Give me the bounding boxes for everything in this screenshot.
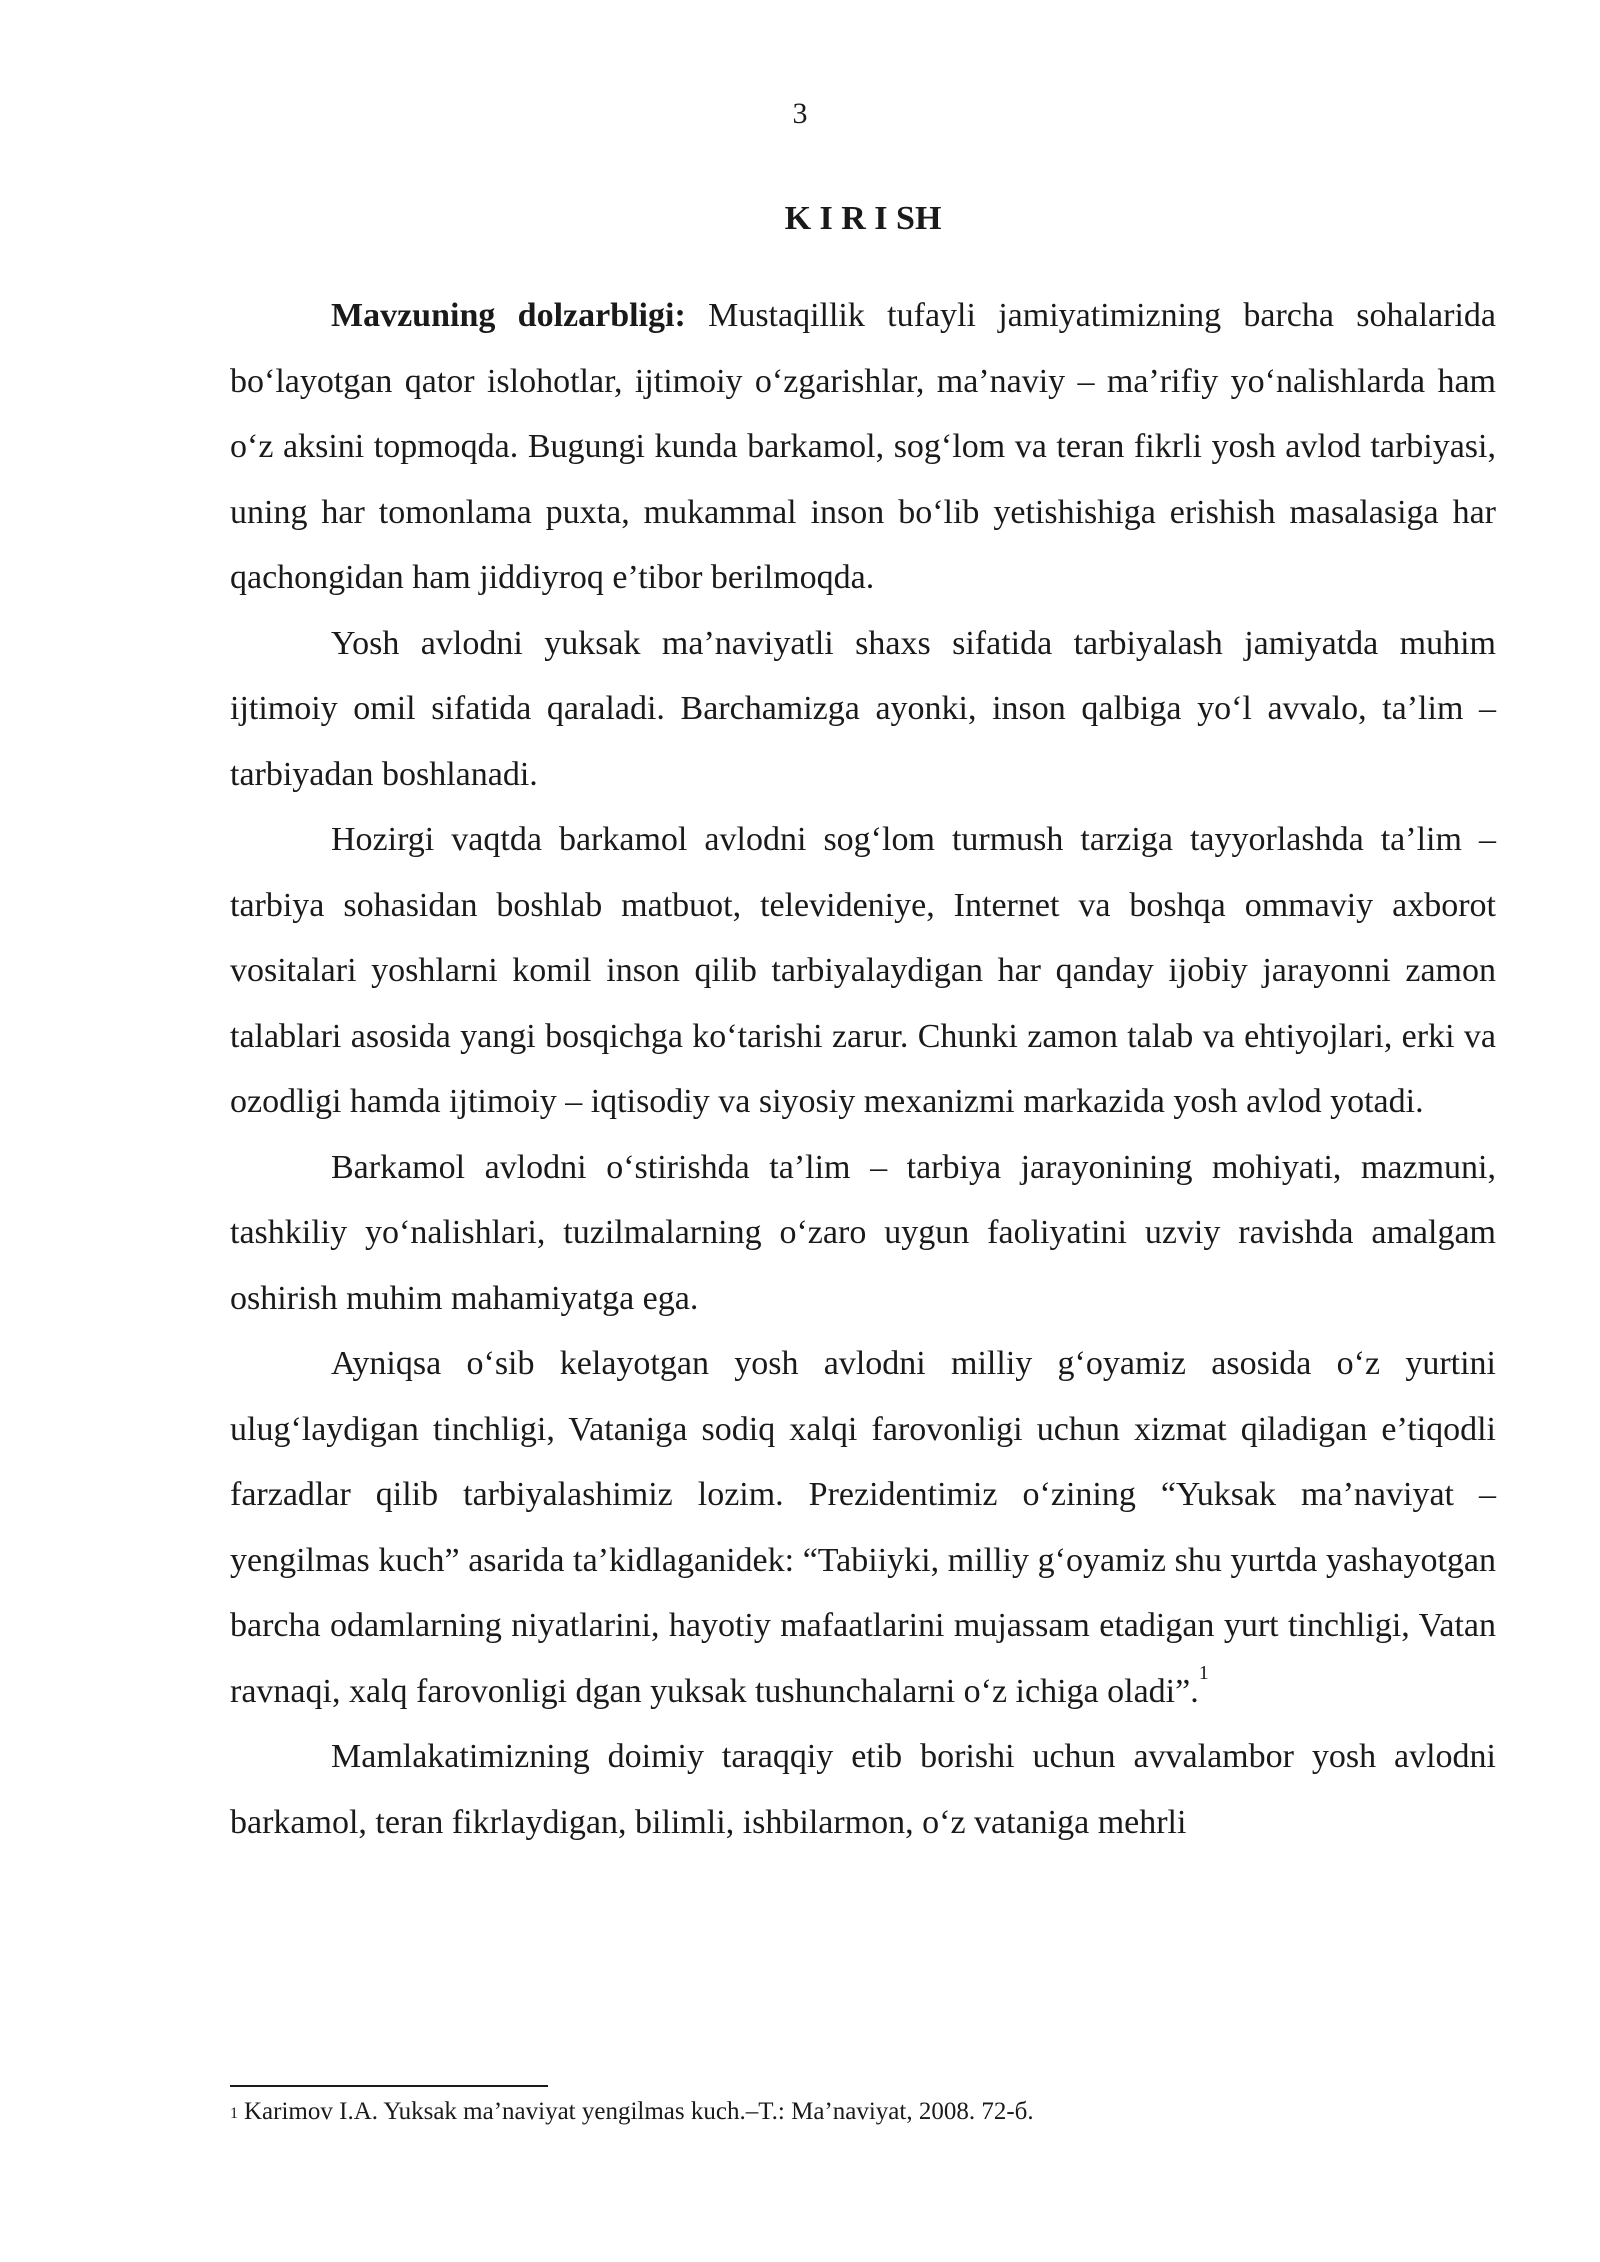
section-heading: K I R I SH <box>784 200 942 237</box>
paragraph: Yosh avlodni yuksak ma’naviyatli shaxs sifatida tarbiyalash jamiyatda muhim ijtimoiy omil sifatida qaraladi. Barchamizga ayonki, inson qalbiga yo‘l avvalo, ta’lim – tarbiyadan boshlanadi. <box>230 624 1496 793</box>
paragraph-relevance <box>230 283 1496 611</box>
paragraph-lead: Mavzuning dolzarbligi: <box>331 297 686 334</box>
footnote-reference[interactable]: 1 <box>1198 1661 1209 1684</box>
paragraph-with-quote <box>230 1331 1496 1724</box>
footnote-number: 1 <box>230 2105 238 2122</box>
paragraph-text: Mustaqillik tufayli jamiyatimizning barcha sohalarida bo‘layotgan qator islohotlar, ijtimoiy o‘zgarishlar, ma’naviy – ma’rifiy yo‘nalishlarda ham o‘z aksini topmoqda. Bugungi kunda barkamol, sog‘lom va teran fikrli yosh avlod tarbiyasi, uning har tomonlama puxta, mukammal inson bo‘lib yetishishiga erishish masalasiga har qachongidan ham jiddiyroq e’tibor berilmoqda. <box>230 297 1496 596</box>
footnote-divider <box>230 2085 548 2087</box>
footnote-text: Karimov I.A. Yuksak ma’naviyat yengilmas kuch.–T.: Ma’naviyat, 2008. 72-б. <box>244 2098 1034 2125</box>
footnote <box>230 2094 1496 2130</box>
page-number: 3 <box>792 97 808 130</box>
paragraph: Barkamol avlodni o‘stirishda ta’lim – tarbiya jarayonining mohiyati, mazmuni, tashkiliy yo‘nalishlari, tuzilmalarning o‘zaro uygun faoliyatini uzviy ravishda amalgam oshirish muhim mahamiyatga ega. <box>230 1148 1496 1317</box>
paragraph: Hozirgi vaqtda barkamol avlodni sog‘lom turmush tarziga tayyorlashda ta’lim – tarbiya sohasidan boshlab matbuot, televideniye, Internet va boshqa ommaviy axborot vositalari yoshlarni komil inson qilib tarbiyalaydigan har qanday ijobiy jarayonni zamon talablari asosida yangi bosqichga ko‘tarishi zarur. Chunki zamon talab va ehtiyojlari, erki va ozodligi hamda ijtimoiy – iqtisodiy va siyosiy mexanizmi markazida yosh avlod yotadi. <box>230 821 1496 1120</box>
paragraph-text: Ayniqsa o‘sib kelayotgan yosh avlodni milliy g‘oyamiz asosida o‘z yurtini ulug‘laydigan tinchligi, Vataniga sodiq xalqi farovonligi uchun xizmat qiladigan e’tiqodli farzadlar qilib tarbiyalashimiz lozim. Prezidentimiz o‘zining “Yuksak ma’naviyat – yengilmas kuch” asarida ta’kidlaganidek: “Tabiiyki, milliy g‘oyamiz shu yurtda yashayotgan barcha odamlarning niyatlarini, hayotiy mafaatlarini mujassam etadigan yurt tinchligi, Vatan ravnaqi, xalq farovonligi dgan yuksak tushunchalarni o‘z ichiga oladi”. <box>230 1345 1496 1710</box>
paragraph: Mamlakatimizning doimiy taraqqiy etib borishi uchun avvalambor yosh avlodni barkamol, teran fikrlaydigan, bilimli, ishbilarmon, o‘z vataniga mehrli <box>230 1738 1496 1841</box>
body-text <box>230 283 1496 1855</box>
